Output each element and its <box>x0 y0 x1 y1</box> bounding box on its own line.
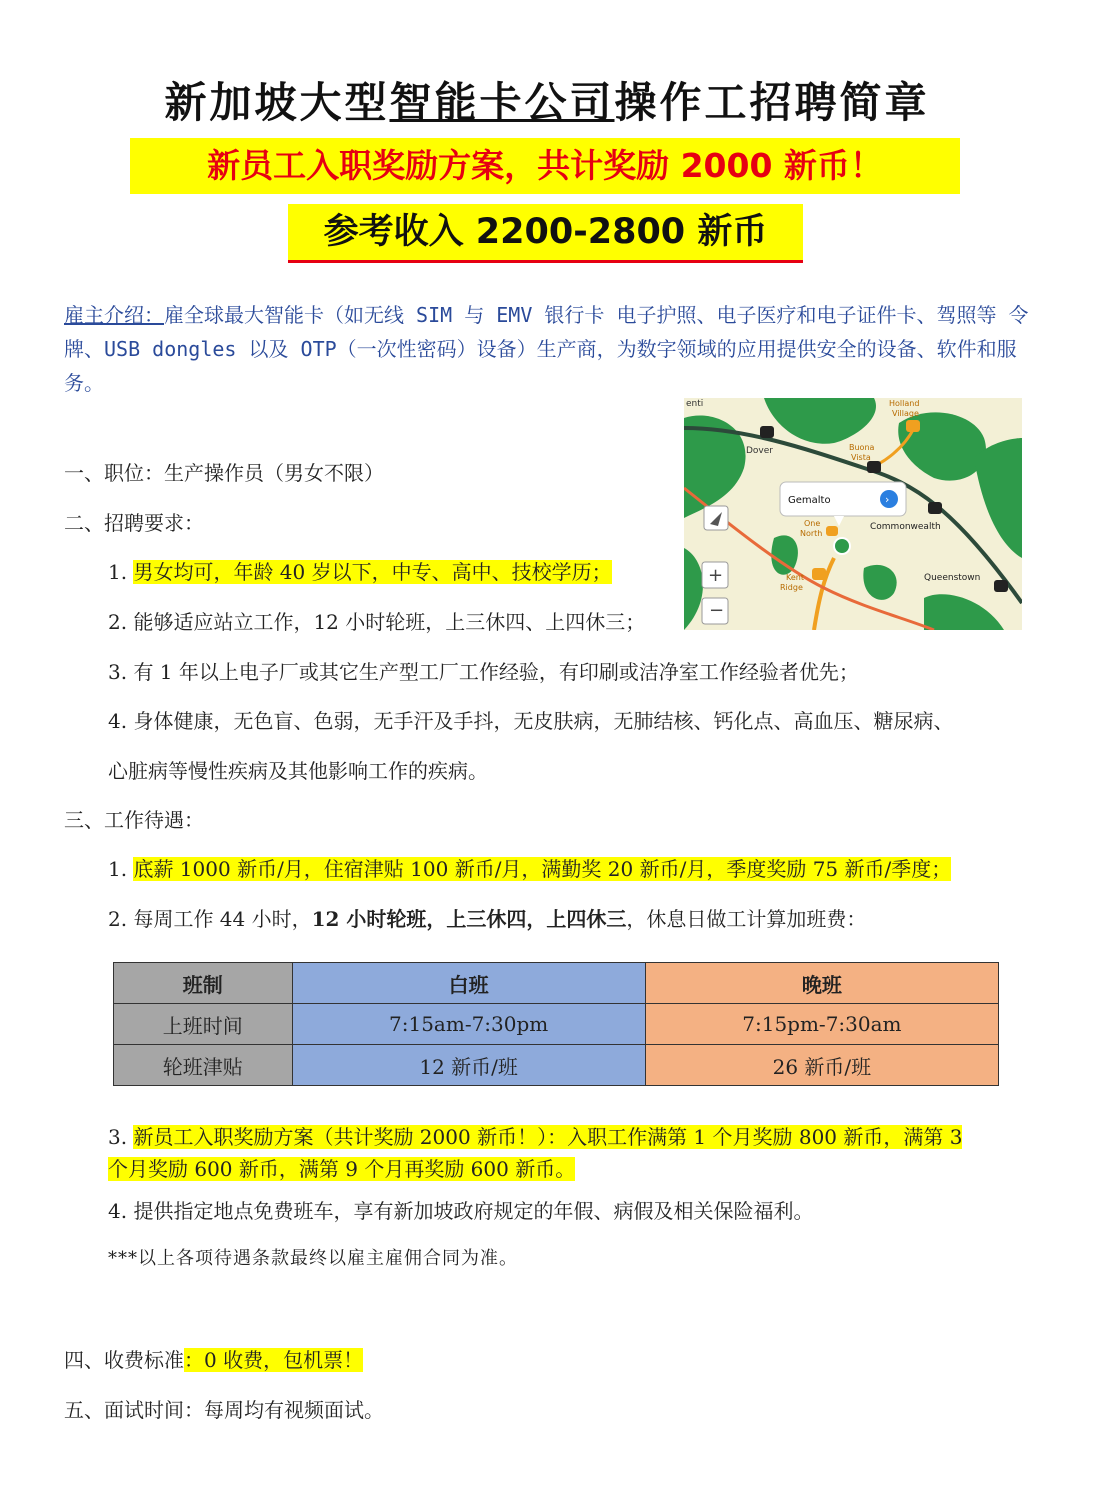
title-part: 新加坡大型 <box>164 78 390 127</box>
intro-text: 雇全球最大智能卡（如无线 SIM 与 EMV 银行卡 电子护照、电子医疗和电子证件卡、驾照等 令牌、USB dongles 以及 OTP（一次性密码）设备）生产商，为数字领域的应用提供安全的设备、软件和服务。 <box>64 303 1029 395</box>
map-label: Commonwealth <box>870 522 941 532</box>
section-interview <box>64 1394 384 1426</box>
section-value: ：0 收费，包机票！ <box>184 1348 364 1372</box>
map-label: Queenstown <box>924 573 981 583</box>
benefit-item <box>108 903 866 935</box>
item-number: 2. <box>108 907 128 931</box>
table-header-cell: 白班 <box>292 963 645 1004</box>
table-header-cell: 晚班 <box>645 963 998 1004</box>
table-row <box>114 1004 999 1045</box>
map-label: enti <box>686 399 704 409</box>
map-label: North <box>800 529 823 538</box>
footnote: ***以上各项待遇条款最终以雇主雇佣合同为准。 <box>108 1248 518 1269</box>
page-title <box>0 70 1094 130</box>
benefit-item <box>108 853 951 885</box>
requirement-item-continued: 心脏病等慢性疾病及其他影响工作的疾病。 <box>108 759 488 783</box>
location-map <box>684 398 1022 630</box>
map-label: One <box>804 519 821 528</box>
employer-intro <box>64 298 1034 400</box>
map-label: Vista <box>851 453 871 462</box>
table-header-cell: 班制 <box>114 963 293 1004</box>
requirement-item <box>108 656 859 688</box>
item-text: ，休息日做工计算加班费： <box>626 907 867 931</box>
section-value: 每周均有视频面试。 <box>204 1398 384 1422</box>
item-number: 3. <box>108 1125 128 1149</box>
item-text: 能够适应站立工作，12 小时轮班，上三休四、上四休三； <box>133 610 646 634</box>
map-label: Dover <box>746 446 773 456</box>
item-text: 身体健康，无色盲、色弱，无手汗及手抖，无皮肤病，无肺结核、钙化点、高血压、糖尿病、 <box>133 709 954 733</box>
section-position: 一、职位：生产操作员（男女不限） <box>64 461 384 485</box>
section-label: 五、面试时间： <box>64 1398 204 1422</box>
table-cell: 7:15am-7:30pm <box>292 1004 645 1045</box>
svg-text:+: + <box>708 565 724 586</box>
svg-text:›: › <box>885 493 890 506</box>
item-number: 2. <box>108 610 128 634</box>
map-graphic <box>684 398 1022 630</box>
shift-table <box>113 962 999 1086</box>
svg-text:−: − <box>709 600 725 621</box>
section-label: 四、收费标准 <box>64 1348 184 1372</box>
item-text: 男女均可，年龄 40 岁以下，中专、高中、技校学历； <box>133 560 612 584</box>
item-number: 1. <box>108 560 128 584</box>
table-cell: 上班时间 <box>114 1004 293 1045</box>
table-cell: 26 新币/班 <box>645 1045 998 1086</box>
item-number: 3. <box>108 660 128 684</box>
map-callout-label: Gemalto <box>788 495 831 506</box>
title-part: 操作工招聘简章 <box>614 78 930 127</box>
title-underlined-part: 智能卡公司 <box>389 78 615 127</box>
requirement-item <box>108 556 612 588</box>
section-fees <box>64 1344 363 1376</box>
table-cell: 7:15pm-7:30am <box>645 1004 998 1045</box>
benefit-item <box>108 1121 962 1153</box>
location-pin-icon <box>834 538 850 554</box>
item-text: 新员工入职奖励方案（共计奖励 2000 新币！）：入职工作满第 1 个月奖励 800 新币，满第 3 <box>133 1125 963 1149</box>
item-number: 4. <box>108 709 128 733</box>
benefit-item <box>108 1195 813 1227</box>
requirement-item <box>108 705 953 737</box>
map-label: Holland <box>889 399 920 408</box>
income-banner: 参考收入 2200-2800 新币 <box>288 204 803 263</box>
map-label: Village <box>892 409 919 418</box>
intro-label: 雇主介绍： <box>64 303 164 327</box>
map-label: Buona <box>849 443 875 452</box>
map-label: Ridge <box>780 583 803 592</box>
table-cell: 轮班津贴 <box>114 1045 293 1086</box>
section-benefits: 三、工作待遇： <box>64 808 204 832</box>
item-text-bold: 12 小时轮班，上三休四，上四休三 <box>311 907 627 931</box>
benefit-item-continued <box>108 1153 575 1185</box>
requirement-item <box>108 606 645 638</box>
table-header-row <box>114 963 999 1004</box>
bonus-banner: 新员工入职奖励方案，共计奖励 2000 新币！ <box>130 138 960 194</box>
table-row <box>114 1045 999 1086</box>
table-cell: 12 新币/班 <box>292 1045 645 1086</box>
item-text: 每周工作 44 小时， <box>133 907 312 931</box>
item-text: 个月奖励 600 新币，满第 9 个月再奖励 600 新币。 <box>108 1157 576 1181</box>
item-text: 有 1 年以上电子厂或其它生产型工厂工作经验，有印刷或洁净室工作经验者优先； <box>133 660 859 684</box>
item-text: 提供指定地点免费班车，享有新加坡政府规定的年假、病假及相关保险福利。 <box>133 1199 814 1223</box>
map-label: Kent <box>786 573 804 582</box>
item-number: 1. <box>108 857 128 881</box>
item-number: 4. <box>108 1199 128 1223</box>
section-requirements: 二、招聘要求： <box>64 511 204 535</box>
item-text: 底薪 1000 新币/月，住宿津贴 100 新币/月，满勤奖 20 新币/月，季度奖励 75 新币/季度； <box>133 857 952 881</box>
